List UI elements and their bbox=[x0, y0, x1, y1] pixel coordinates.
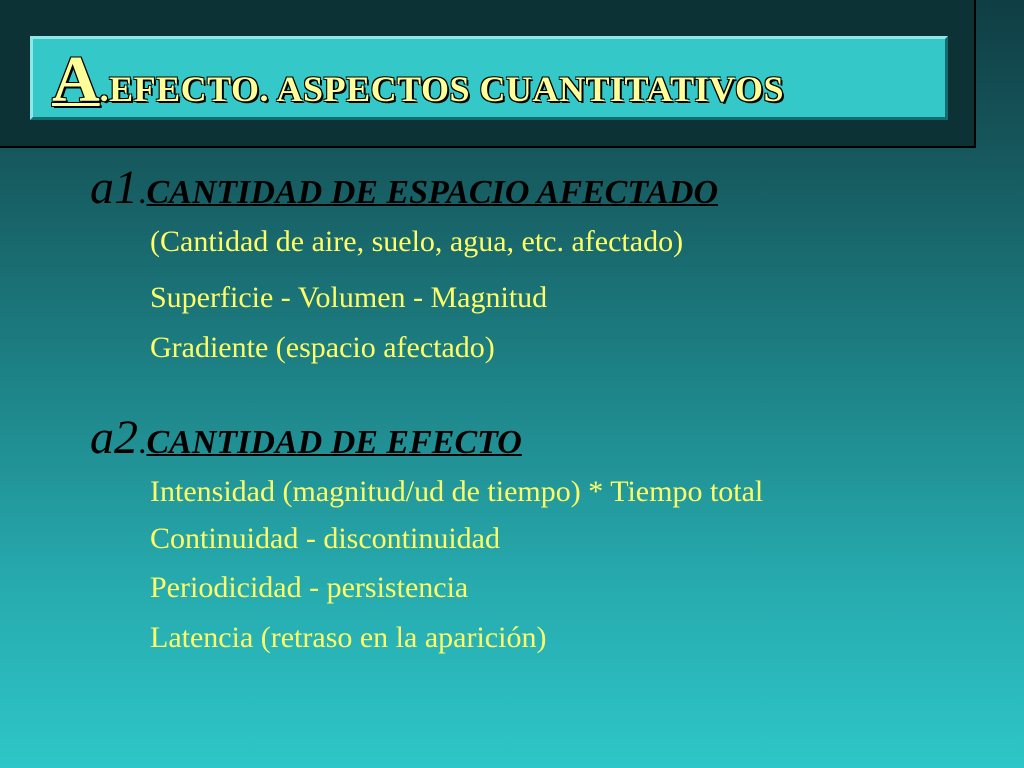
slide-title bbox=[52, 40, 784, 120]
section-a2-item: Intensidad (magnitud/ud de tiempo) * Tiempo total bbox=[150, 475, 764, 508]
section-separator: . bbox=[138, 424, 147, 461]
section-a1-heading bbox=[90, 158, 718, 223]
section-a2-item: Continuidad - discontinuidad bbox=[150, 522, 500, 555]
section-a2-item: Periodicidad - persistencia bbox=[150, 571, 469, 604]
section-a1-item: Gradiente (espacio afectado) bbox=[150, 331, 495, 364]
section-number: a1 bbox=[90, 161, 138, 214]
title-letter: A bbox=[52, 43, 100, 116]
section-title: CANTIDAD DE ESPACIO AFECTADO bbox=[146, 174, 719, 211]
section-separator: . bbox=[138, 174, 147, 211]
section-number: a2 bbox=[90, 411, 138, 464]
section-title: CANTIDAD DE EFECTO bbox=[146, 424, 522, 461]
section-a2-heading bbox=[90, 408, 522, 473]
section-a2-item: Latencia (retraso en la aparición) bbox=[150, 621, 547, 654]
section-a1-item: (Cantidad de aire, suelo, agua, etc. afectado) bbox=[150, 225, 684, 258]
section-a1-item: Superficie - Volumen - Magnitud bbox=[150, 281, 548, 314]
title-text: .EFECTO. ASPECTOS CUANTITATIVOS bbox=[99, 69, 784, 109]
